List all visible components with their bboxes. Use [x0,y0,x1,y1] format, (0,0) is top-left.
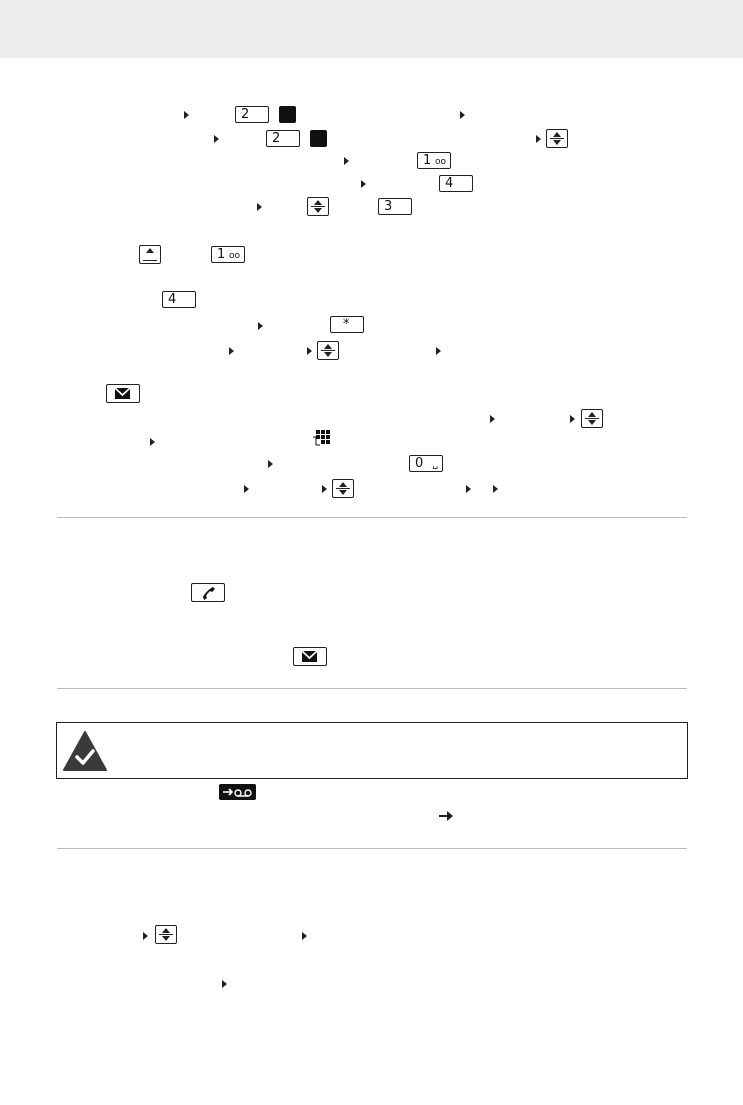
arrow-right-icon [436,347,441,355]
arrow-right-icon [143,932,148,940]
key-2: 2 [235,106,269,123]
key-4: 4 [162,291,196,308]
arrow-right-icon [466,485,471,493]
section-divider [57,688,687,689]
arrow-right-icon [268,460,273,468]
arrow-right-icon [322,485,327,493]
arrow-right-icon [184,111,189,119]
key-2: 2 [266,130,300,147]
arrow-right-icon [493,485,498,493]
nav-key-up-down-icon [546,129,568,148]
display-key-icon [310,130,327,147]
keypad-grid-icon [312,429,330,447]
arrow-right-icon [536,135,541,143]
nav-key-up-down-icon [581,409,603,428]
arrow-right-icon [244,485,249,493]
key-1: 1 oo [417,152,451,169]
arrow-right-icon [490,415,495,423]
arrow-right-icon [302,932,307,940]
nav-key-up-down-icon [317,341,339,360]
key-4: 4 [439,175,473,192]
key-3: 3 [378,198,412,215]
section-divider [57,848,687,849]
checkmark-triangle-icon [62,730,108,772]
message-envelope-icon [106,384,140,403]
key-0: 0 ␣ [409,455,443,472]
talk-handset-icon [191,583,225,602]
arrow-right-icon [222,980,227,988]
arrow-right-icon [344,157,349,165]
key-star: * [330,316,364,333]
page-header-bar [0,0,743,58]
arrow-right-icon [361,180,366,188]
key-1: 1 oo [211,246,245,263]
nav-key-up-down-icon [155,925,177,944]
arrow-right-icon [229,347,234,355]
nav-key-up-icon [139,245,161,264]
note-box [56,722,688,779]
nav-key-up-down-icon [332,479,354,498]
arrow-right-icon [257,203,262,211]
arrow-right-icon [150,438,155,446]
arrow-right-icon [307,347,312,355]
arrow-right-icon [570,415,575,423]
arrow-right-icon [258,322,263,330]
message-envelope-icon [293,647,327,666]
nav-key-up-down-icon [307,197,329,216]
display-key-icon [279,106,296,123]
arrow-right-icon [460,111,465,119]
divert-to-answering-machine-icon [219,784,256,800]
arrow-forward-icon [437,809,455,823]
arrow-right-icon [214,135,219,143]
section-divider [57,517,687,518]
